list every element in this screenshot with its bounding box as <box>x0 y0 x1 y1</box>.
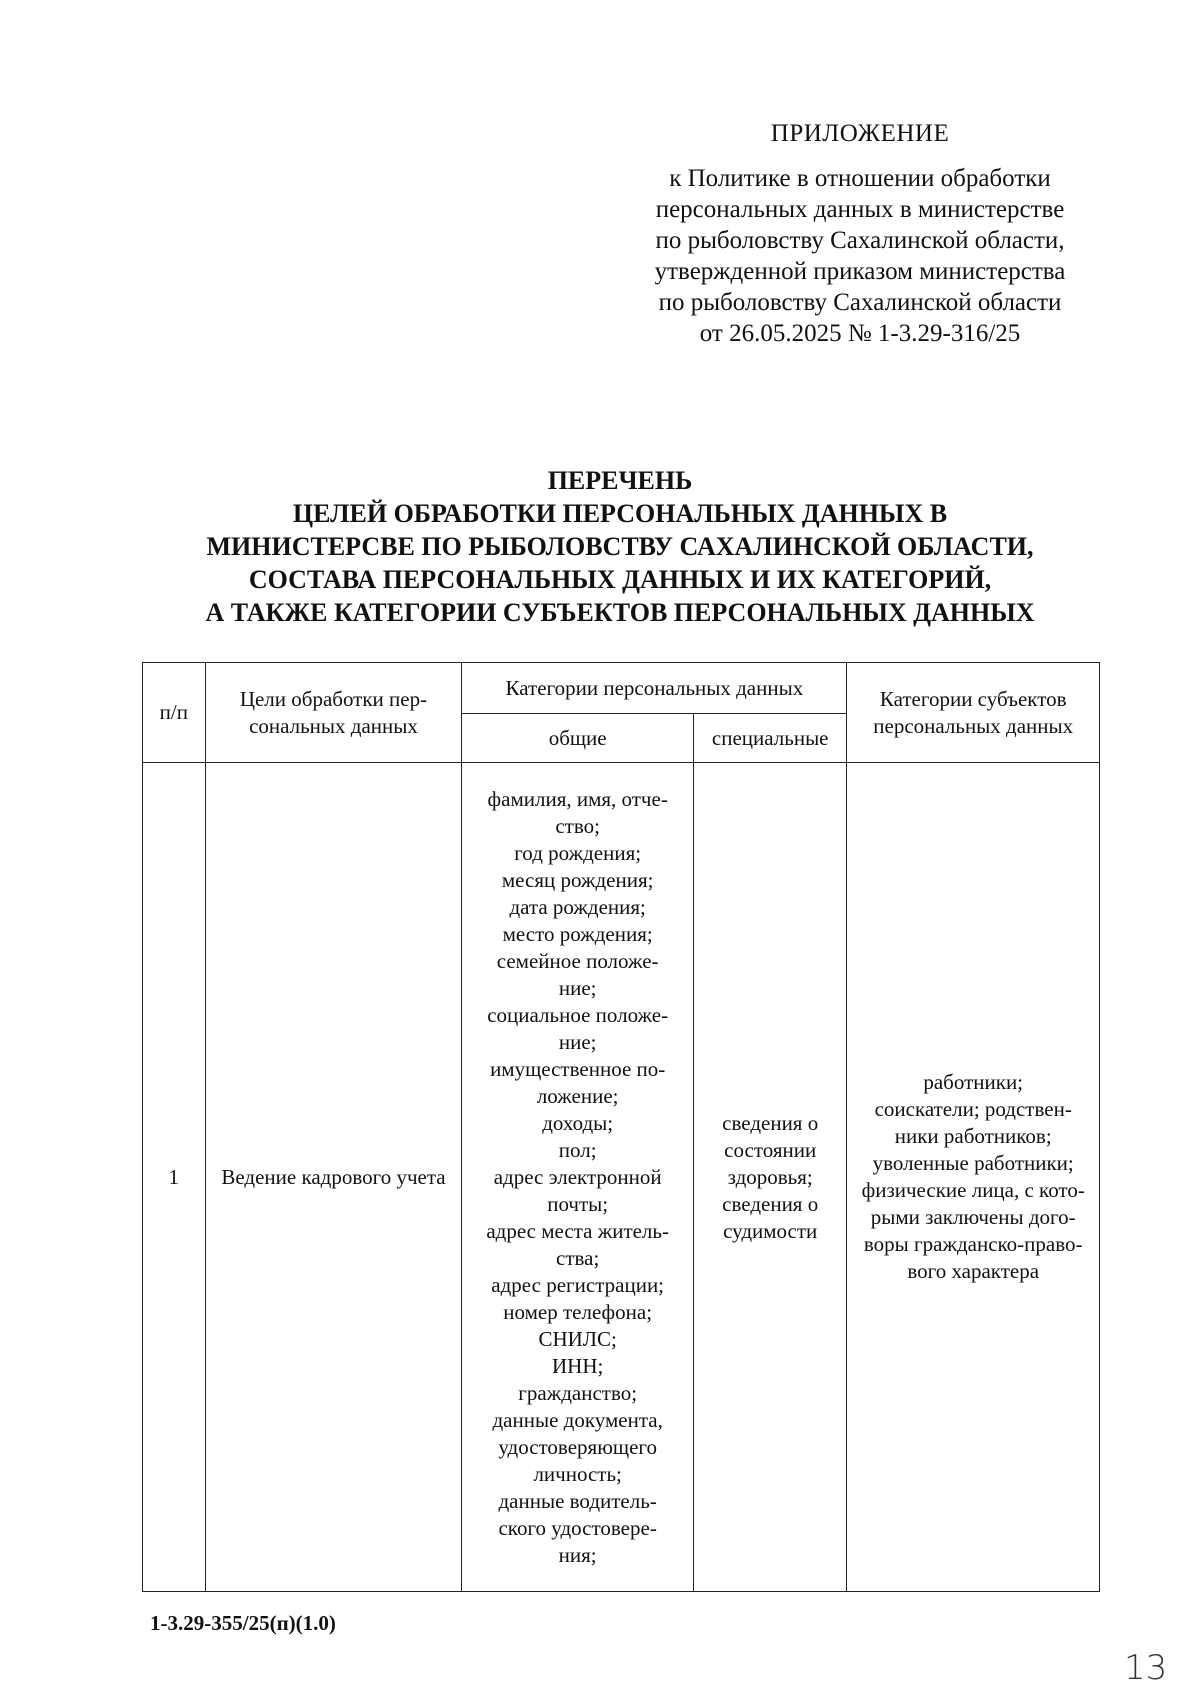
cell-special <box>694 763 847 1592</box>
cell-general <box>462 763 694 1592</box>
general-item: пол; <box>558 1137 597 1162</box>
general-item: ния; <box>558 1542 597 1567</box>
general-item: месяц рождения; <box>501 867 654 892</box>
general-item: ства; <box>556 1245 600 1270</box>
general-item: данные водитель- <box>498 1488 657 1513</box>
header-num: п/п <box>143 663 206 763</box>
cell-purpose: Ведение кадрового учета <box>205 763 462 1592</box>
subject-item: рыми заключены дого- <box>870 1205 1076 1229</box>
page-number: 13 <box>1124 1648 1168 1688</box>
special-item: состоянии <box>724 1137 817 1162</box>
general-item: почты; <box>547 1191 609 1216</box>
appendix-line: утвержденной приказом министерства <box>654 258 1066 285</box>
appendix-line: по рыболовству Сахалинской области, <box>655 227 1065 254</box>
header-special: специальные <box>694 714 847 763</box>
general-item: удостоверяющего <box>498 1434 657 1459</box>
document-title-line: ПЕРЕЧЕНЬ <box>547 466 693 495</box>
appendix-line: по рыболовству Сахалинской области <box>658 289 1062 316</box>
general-item: место рождения; <box>502 921 653 946</box>
cell-subjects <box>847 763 1100 1592</box>
table-row <box>143 763 1100 1592</box>
subject-item: работники; <box>923 1070 1024 1094</box>
general-item: ского удостовере- <box>498 1515 657 1540</box>
document-title <box>140 464 1100 629</box>
general-item: номер телефона; <box>503 1299 653 1324</box>
header-general: общие <box>462 714 694 763</box>
table-header-row <box>143 663 1100 714</box>
general-item: СНИЛС; <box>538 1326 617 1351</box>
appendix-block <box>600 118 1120 349</box>
special-item: сведения о <box>722 1110 819 1135</box>
document-title-line: СОСТАВА ПЕРСОНАЛЬНЫХ ДАННЫХ И ИХ КАТЕГОРИЙ, <box>248 565 992 594</box>
special-item: здоровья; <box>727 1164 813 1189</box>
personal-data-table <box>142 662 1100 1592</box>
special-item: сведения о <box>722 1191 819 1216</box>
appendix-line: от 26.05.2025 № 1-3.29-316/25 <box>699 320 1021 347</box>
document-title-line: ЦЕЛЕЙ ОБРАБОТКИ ПЕРСОНАЛЬНЫХ ДАННЫХ В <box>292 499 948 528</box>
special-item: судимости <box>723 1218 818 1243</box>
appendix-line: к Политике в отношении обработки <box>669 165 1051 192</box>
header-subjects: Категории субъектов персональных данных <box>847 663 1100 763</box>
general-item: адрес места житель- <box>486 1218 669 1243</box>
general-item: адрес электронной <box>493 1164 662 1189</box>
general-item: ложение; <box>536 1083 619 1108</box>
header-categories: Категории персональных данных <box>462 663 847 714</box>
general-item: данные документа, <box>492 1407 663 1432</box>
general-item: социальное положе- <box>487 1002 669 1027</box>
document-title-line: А ТАКЖЕ КАТЕГОРИИ СУБЪЕКТОВ ПЕРСОНАЛЬНЫХ ДАННЫХ <box>205 598 1035 627</box>
subject-item: ники работников; <box>894 1124 1052 1148</box>
general-item: гражданство; <box>518 1380 638 1405</box>
general-item: доходы; <box>542 1110 614 1135</box>
general-item: год рождения; <box>514 840 642 865</box>
general-item: личность; <box>533 1461 622 1486</box>
general-item: ние; <box>558 975 597 1000</box>
document-code: 1-3.29-355/25(п)(1.0) <box>150 1611 336 1635</box>
general-item: семейное положе- <box>496 948 659 973</box>
general-item: адрес регистрации; <box>491 1272 665 1297</box>
appendix-line: персональных данных в министерстве <box>655 196 1065 223</box>
subject-item: соискатели; родствен- <box>874 1097 1072 1121</box>
general-item: фамилия, имя, отче- <box>487 786 668 811</box>
document-title-line: МИНИСТЕРСВЕ ПО РЫБОЛОВСТВУ САХАЛИНСКОЙ ОБЛАСТИ, <box>206 532 1034 561</box>
general-item: ИНН; <box>551 1353 604 1378</box>
subject-item: физические лица, с кото- <box>861 1178 1085 1202</box>
general-item: дата рождения; <box>509 894 646 919</box>
general-item: ние; <box>558 1029 597 1054</box>
subject-item: уволенные работники; <box>872 1151 1074 1175</box>
general-item: ство; <box>555 813 600 838</box>
appendix-title: ПРИЛОЖЕНИЕ <box>770 120 950 147</box>
general-item: имущественное по- <box>490 1056 666 1081</box>
cell-num: 1 <box>143 763 206 1592</box>
subject-item: вого характера <box>907 1259 1040 1283</box>
header-purpose: Цели обработки пер-сональных данных <box>205 663 462 763</box>
subject-item: воры гражданско-право- <box>863 1232 1083 1256</box>
